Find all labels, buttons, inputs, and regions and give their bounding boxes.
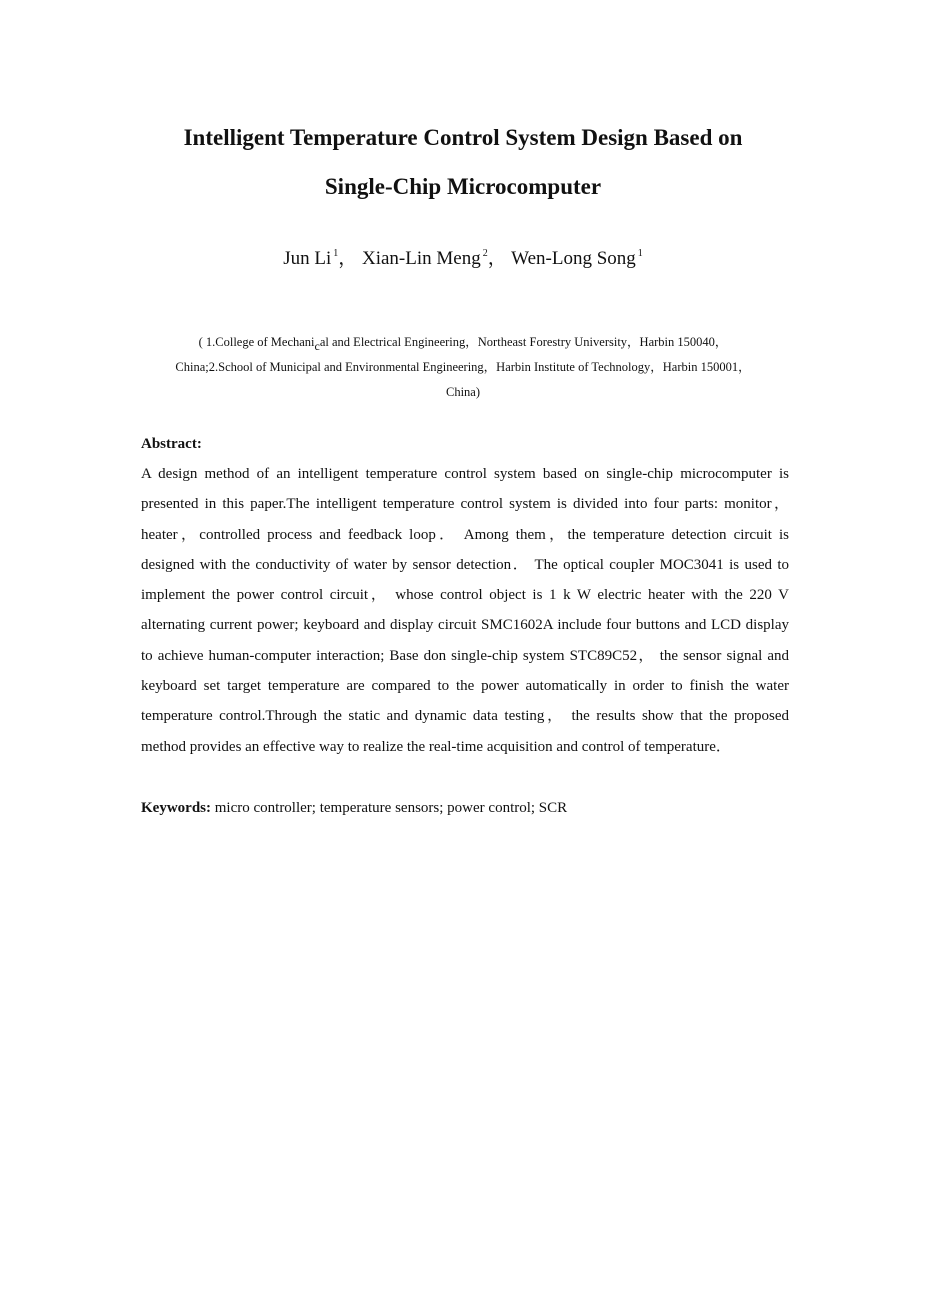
- author-affiliation-mark: 1: [637, 248, 643, 259]
- affiliation-line-2: China;2.School of Municipal and Environmental Engineering，Harbin Institute of Technology，Harbin 150001，: [175, 360, 751, 374]
- affiliation-line-1: [110, 333, 816, 351]
- keywords-line: [141, 797, 567, 819]
- author-name: Xian-Lin Meng: [362, 248, 481, 269]
- author-name: Jun Li: [283, 248, 332, 269]
- affiliation-text: al and Electrical Engineering，Northeast Forestry University，Harbin 150040，: [319, 335, 728, 349]
- author-affiliation-mark: 2: [482, 248, 488, 259]
- author-list: [100, 246, 826, 272]
- affiliation-line-3: China): [445, 385, 481, 399]
- paper-title-line-2: Single-Chip Microcomputer: [324, 174, 602, 199]
- paper-title-line-1: Intelligent Temperature Control System Design Based on: [183, 125, 743, 150]
- author-separator: ，: [338, 248, 358, 269]
- author-separator: ，: [487, 248, 507, 269]
- abstract-heading: Abstract:: [141, 436, 202, 452]
- keywords-label: Keywords:: [141, 800, 211, 816]
- abstract-body: A design method of an intelligent temperature control system based on single-chip microcomputer is presented in this paper.The intelligent temperature control system is divided into four parts: monitor，heater，controlled process and feedback loop． Among them，the temperature detection circuit is designed with the conductivity of water by sensor detection． The optical coupler MOC3041 is used to implement the power control circuit， whose control object is 1 k W electric heater with the 220 V alternating current power; keyboard and display circuit SMC1602A include four buttons and LCD display to achieve human-computer interaction; Base don single-chip system STC89C52， the sensor signal and keyboard set target temperature are compared to the power automatically in order to finish the water temperature control.Through the static and dynamic data testing， the results show that the proposed method provides an effective way to realize the real-time acquisition and control of temperature．: [141, 466, 789, 755]
- affiliation-text: c: [314, 339, 320, 353]
- author-name: Wen-Long Song: [511, 248, 636, 269]
- affiliation-text: ( 1.College of Mechani: [198, 335, 315, 349]
- author-affiliation-mark: 1: [333, 248, 339, 259]
- keywords-text: micro controller; temperature sensors; power control; SCR: [214, 800, 568, 816]
